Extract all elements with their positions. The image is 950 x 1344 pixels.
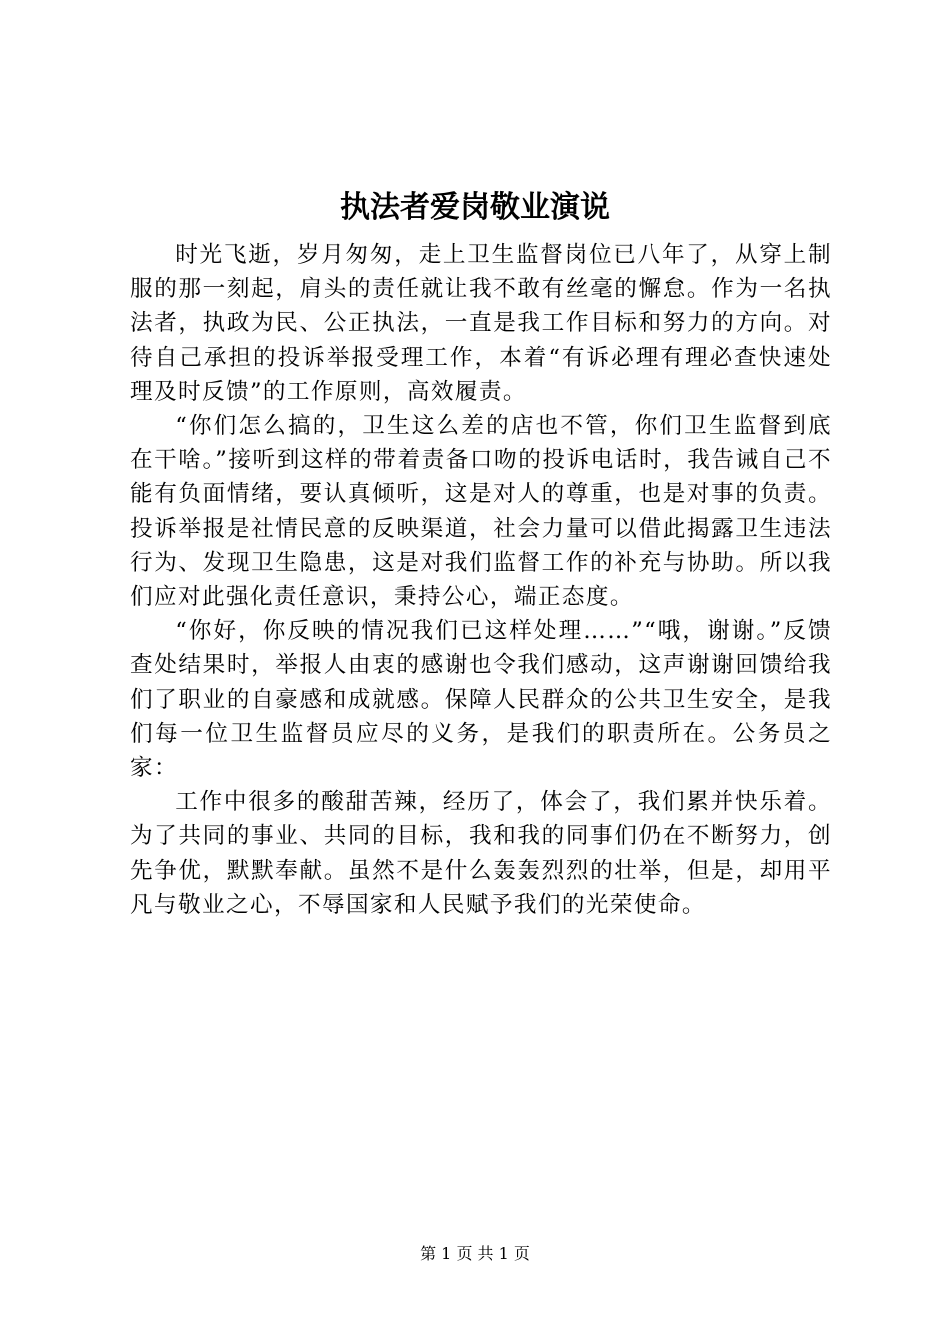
paragraph-2: “你们怎么搞的，卫生这么差的店也不管，你们卫生监督到底在干啥。”接听到这样的带着责备口吻的投诉电话时，我告诫自己不能有负面情绪，要认真倾听，这是对人的尊重，也是对事的负责。投诉举报是社情民意的反映渠道，社会力量可以借此揭露卫生违法行为、发现卫生隐患，这是对我们监督工作的补充与协助。所以我们应对此强化责任意识，秉持公心，端正态度。 (130, 413, 832, 611)
document-title: 执法者爱岗敬业演说 (340, 190, 610, 225)
paragraph-1: 时光飞逝，岁月匆匆，走上卫生监督岗位已八年了，从穿上制服的那一刻起，肩头的责任就让我不敢有丝毫的懈怠。作为一名执法者，执政为民、公正执法，一直是我工作目标和努力的方向。对待自己承担的投诉举报受理工作，本着“有诉必理有理必查快速处理及时反馈”的工作原则，高效履责。 (130, 242, 832, 405)
paragraph-3: “你好，你反映的情况我们已这样处理……”“哦，谢谢。”反馈查处结果时，举报人由衷的感谢也令我们感动，这声谢谢回馈给我们了职业的自豪感和成就感。保障人民群众的公共卫生安全，是我们每一位卫生监督员应尽的义务，是我们的职责所在。公务员之家： (130, 618, 832, 782)
page-footer: 第 1 页 共 1 页 (420, 1244, 530, 1263)
paragraph-4: 工作中很多的酸甜苦辣，经历了，体会了，我们累并快乐着。为了共同的事业、共同的目标，我和我的同事们仍在不断努力，创先争优，默默奉献。虽然不是什么轰轰烈烈的壮举，但是，却用平凡与敬业之心，不辱国家和人民赋予我们的光荣使命。 (130, 789, 832, 918)
document-body (130, 238, 832, 922)
